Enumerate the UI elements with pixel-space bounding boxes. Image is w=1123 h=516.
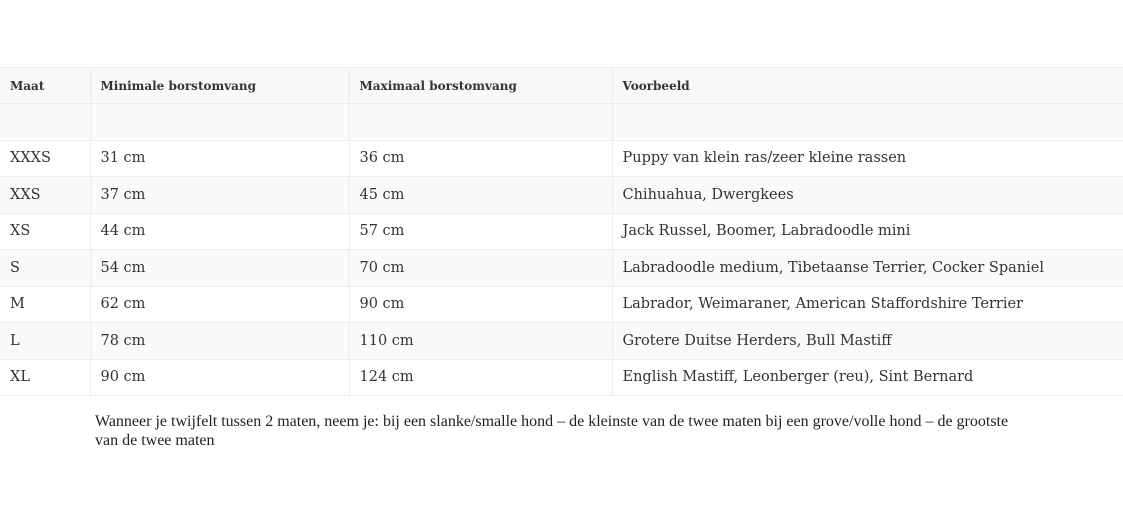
size-chart-table [0, 67, 1123, 396]
cell-max: 70 cm [349, 250, 612, 287]
cell-max [349, 104, 612, 141]
cell-maat [0, 104, 90, 141]
table-row [0, 323, 1123, 360]
cell-voorbeeld: Jack Russel, Boomer, Labradoodle mini [612, 213, 1123, 250]
header-voorbeeld: Voorbeeld [612, 68, 1123, 104]
cell-voorbeeld: Chihuahua, Dwergkees [612, 177, 1123, 214]
cell-min: 54 cm [90, 250, 349, 287]
header-maximaal-borstomvang: Maximaal borstomvang [349, 68, 612, 104]
cell-max: 45 cm [349, 177, 612, 214]
cell-maat: XXS [0, 177, 90, 214]
cell-min: 44 cm [90, 213, 349, 250]
cell-voorbeeld [612, 104, 1123, 141]
cell-maat: XXXS [0, 140, 90, 177]
cell-voorbeeld: Grotere Duitse Herders, Bull Mastiff [612, 323, 1123, 360]
table-row [0, 213, 1123, 250]
table-row [0, 140, 1123, 177]
cell-min: 90 cm [90, 359, 349, 396]
cell-maat: M [0, 286, 90, 323]
cell-max: 90 cm [349, 286, 612, 323]
cell-voorbeeld: Labrador, Weimaraner, American Staffordshire Terrier [612, 286, 1123, 323]
table-row [0, 104, 1123, 141]
cell-voorbeeld: English Mastiff, Leonberger (reu), Sint Bernard [612, 359, 1123, 396]
cell-min: 62 cm [90, 286, 349, 323]
cell-maat: XL [0, 359, 90, 396]
cell-maat: S [0, 250, 90, 287]
table-row [0, 286, 1123, 323]
table-row [0, 359, 1123, 396]
size-advice-note: Wanneer je twijfelt tussen 2 maten, neem je: bij een slanke/smalle hond – de kleinste van de twee maten bij een grove/volle hond – de grootste van de twee maten [95, 413, 1009, 449]
cell-maat: XS [0, 213, 90, 250]
table-row [0, 250, 1123, 287]
table-row [0, 177, 1123, 214]
cell-maat: L [0, 323, 90, 360]
header-minimale-borstomvang: Minimale borstomvang [90, 68, 349, 104]
cell-max: 57 cm [349, 213, 612, 250]
table-header-row [0, 68, 1123, 104]
cell-max: 124 cm [349, 359, 612, 396]
table-body [0, 104, 1123, 396]
header-maat: Maat [0, 68, 90, 104]
cell-min [90, 104, 349, 141]
cell-min: 37 cm [90, 177, 349, 214]
cell-voorbeeld: Labradoodle medium, Tibetaanse Terrier, Cocker Spaniel [612, 250, 1123, 287]
cell-voorbeeld: Puppy van klein ras/zeer kleine rassen [612, 140, 1123, 177]
cell-max: 36 cm [349, 140, 612, 177]
cell-min: 31 cm [90, 140, 349, 177]
cell-min: 78 cm [90, 323, 349, 360]
table-header [0, 68, 1123, 104]
cell-max: 110 cm [349, 323, 612, 360]
